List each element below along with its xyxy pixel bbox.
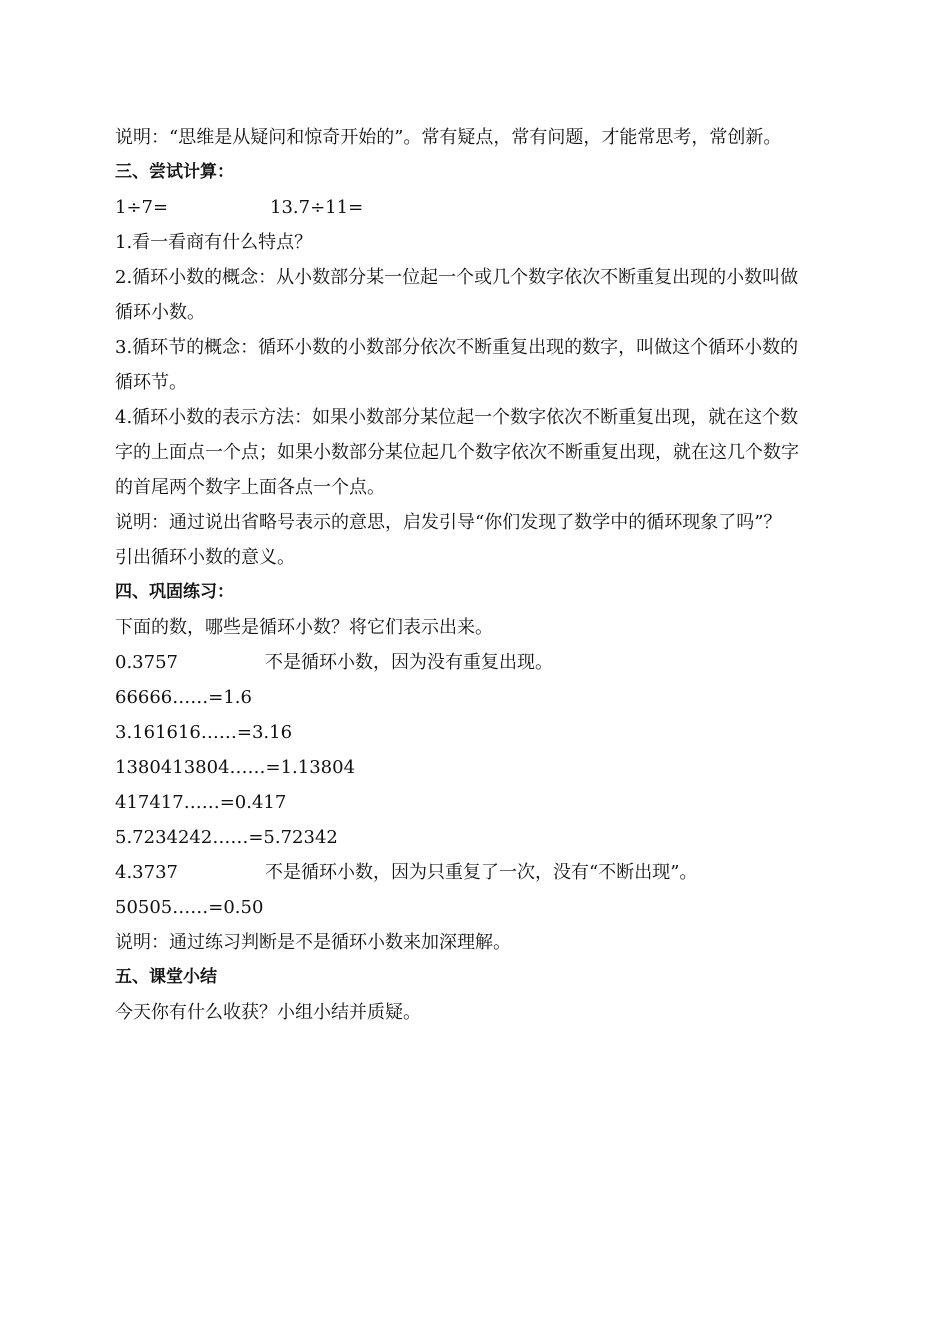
note-ellipsis-line-2: 引出循环小数的意义。 [115, 547, 295, 568]
exercise-row: 50505……=0.50 [115, 897, 264, 918]
summary-text: 今天你有什么收获？小组小结并质疑。 [115, 1002, 421, 1023]
section-3-heading: 三、尝试计算： [115, 162, 234, 182]
calc-expression-2: 13.7÷11= [270, 197, 364, 218]
section-5-heading: 五、课堂小结 [115, 967, 217, 987]
calc-row [115, 190, 845, 225]
exercise-row [115, 855, 845, 890]
exercise-row [115, 645, 845, 680]
question-4-line-3: 的首尾两个数字上面各点一个点。 [115, 477, 385, 498]
calc-expression-1: 1÷7= [115, 197, 169, 218]
question-4-line-1: 4.循环小数的表示方法：如果小数部分某位起一个数字依次不断重复出现，就在这个数 [115, 407, 799, 428]
note-thinking: 说明：“思维是从疑问和惊奇开始的”。常有疑点，常有问题，才能常思考，常创新。 [115, 127, 782, 148]
exercise-answer: 不是循环小数，因为只重复了一次，没有“不断出现”。 [265, 862, 698, 883]
note-exercise: 说明：通过练习判断是不是循环小数来加深理解。 [115, 932, 511, 953]
question-3-line-1: 3.循环节的概念：循环小数的小数部分依次不断重复出现的数字，叫做这个循环小数的 [115, 337, 799, 358]
document-page [115, 120, 845, 1030]
exercise-number: 0.3757 [115, 652, 178, 673]
question-3-line-2: 循环节。 [115, 372, 187, 393]
question-2-line-1: 2.循环小数的概念：从小数部分某一位起一个或几个数字依次不断重复出现的小数叫做 [115, 267, 799, 288]
note-ellipsis-line-1: 说明：通过说出省略号表示的意思，启发引导“你们发现了数学中的循环现象了吗”？ [115, 512, 782, 533]
exercise-row: 3.161616……=3.16 [115, 722, 293, 743]
exercise-row: 417417……=0.417 [115, 792, 287, 813]
exercise-row: 66666……=1.6 [115, 687, 252, 708]
question-4-line-2: 字的上面点一个点；如果小数部分某位起几个数字依次不断重复出现，就在这几个数字 [115, 442, 799, 463]
question-1: 1.看一看商有什么特点？ [115, 232, 313, 253]
question-2-line-2: 循环小数。 [115, 302, 205, 323]
exercise-answer: 不是循环小数，因为没有重复出现。 [265, 652, 553, 673]
exercise-number: 4.3737 [115, 862, 178, 883]
exercise-row: 5.7234242……=5.72342 [115, 827, 338, 848]
exercise-row: 1380413804……=1.13804 [115, 757, 356, 778]
exercise-intro: 下面的数，哪些是循环小数？将它们表示出来。 [115, 617, 493, 638]
section-4-heading: 四、巩固练习： [115, 582, 234, 602]
